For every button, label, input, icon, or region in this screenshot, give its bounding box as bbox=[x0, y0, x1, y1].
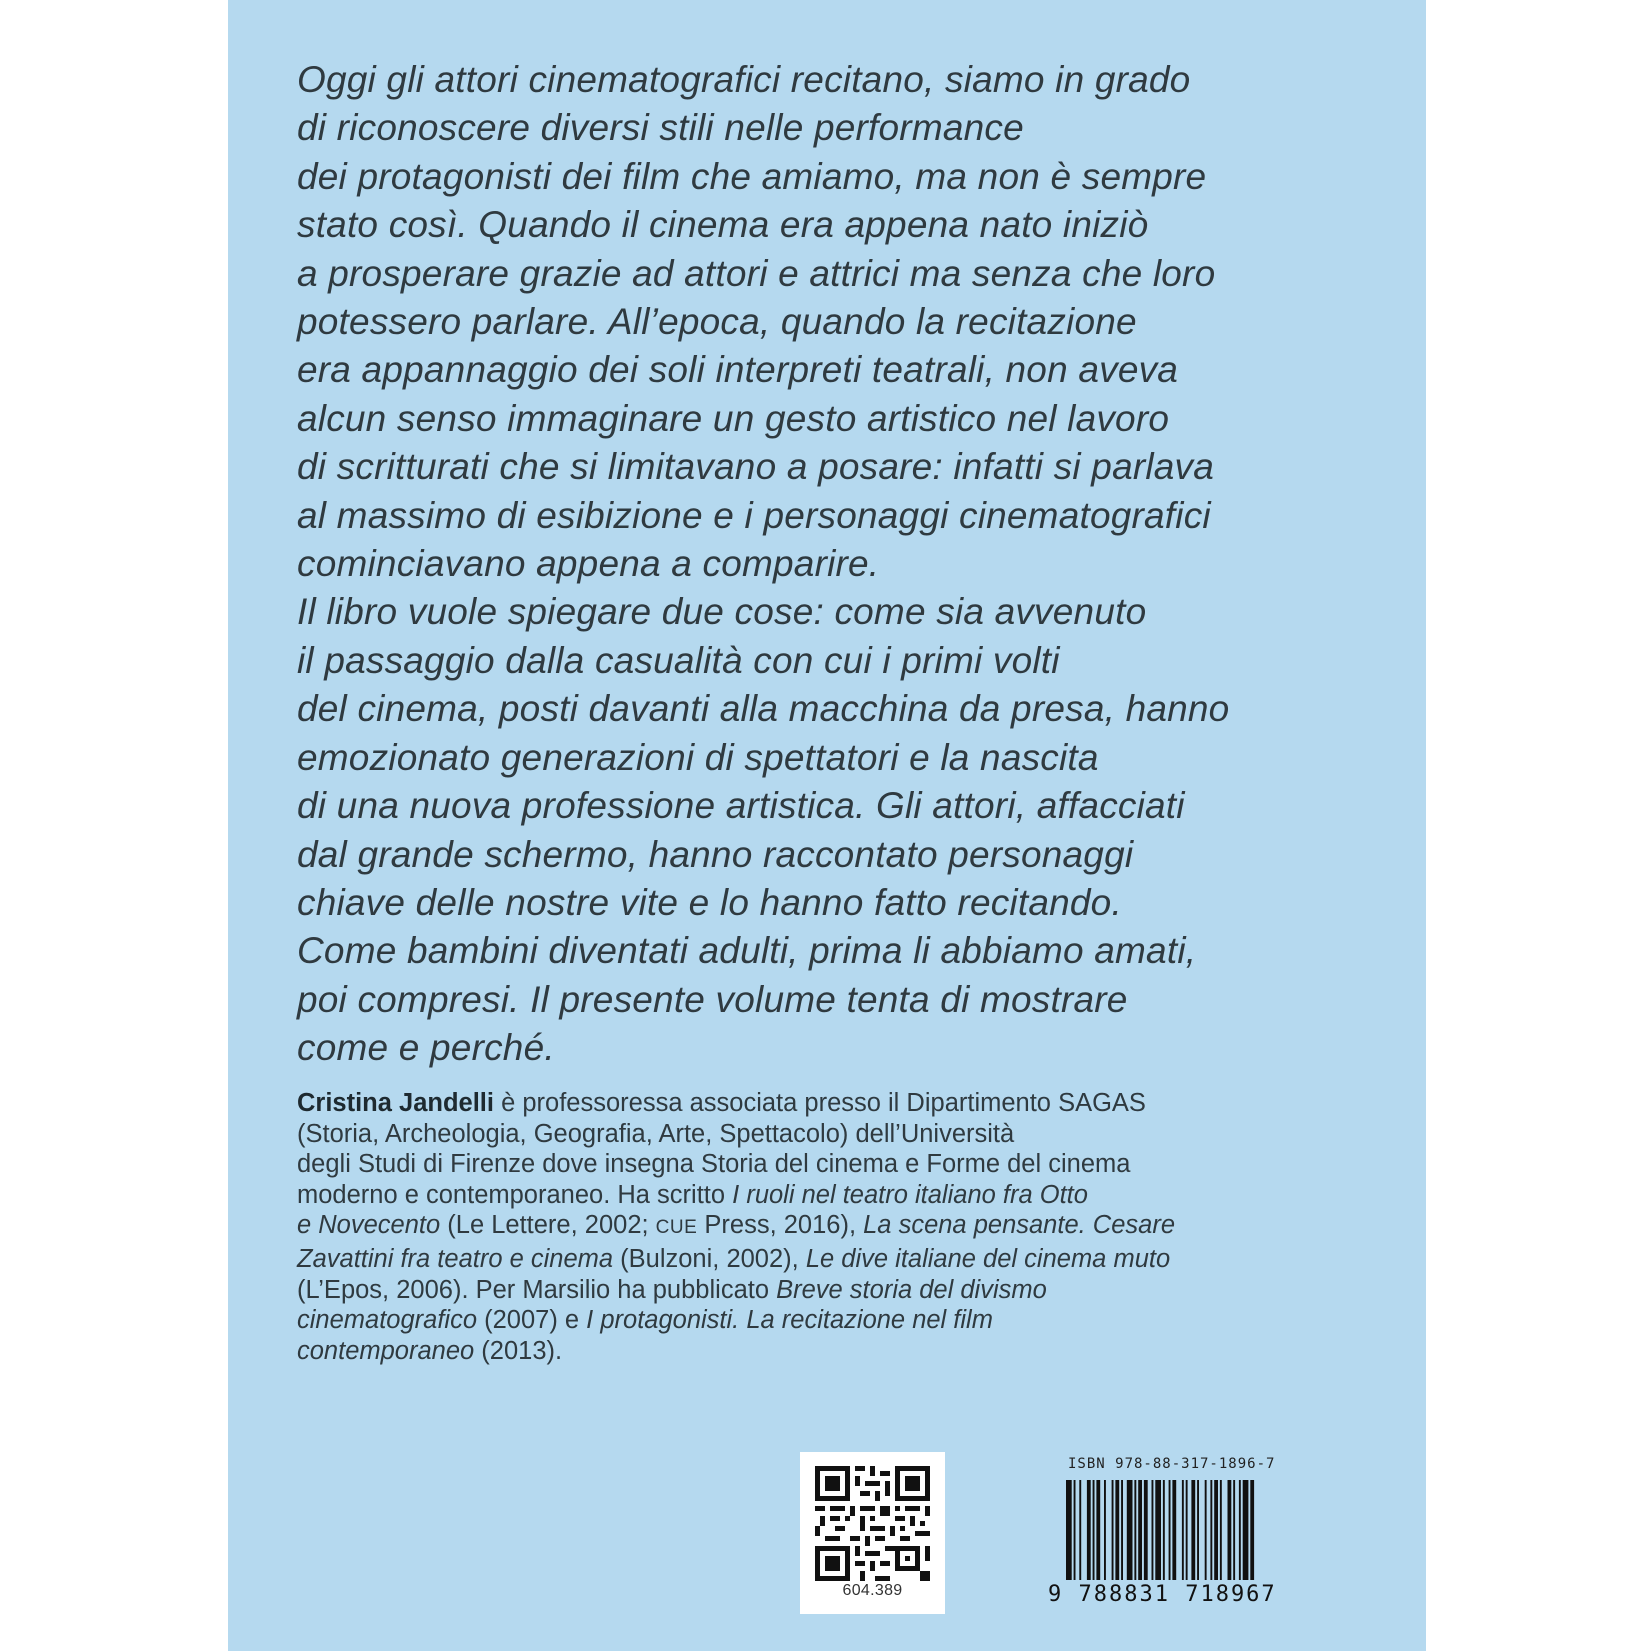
blurb-line: era appannaggio dei soli interpreti teatrali, non aveva bbox=[297, 349, 1179, 391]
book-title: I protagonisti. La recitazione nel film bbox=[586, 1306, 993, 1335]
blurb-line: alcun senso immaginare un gesto artistico nel lavoro bbox=[297, 397, 1170, 439]
bio-line: contemporaneo (2013). bbox=[297, 1336, 563, 1365]
ean-digits: 9 788831 718967 bbox=[1048, 1582, 1277, 1607]
author-name: Cristina Jandelli bbox=[297, 1089, 494, 1117]
blurb-line: dal grande schermo, hanno raccontato personaggi bbox=[297, 833, 1134, 875]
blurb-line: chiave delle nostre vite e lo hanno fatto recitando. bbox=[297, 881, 1122, 923]
barcode-box bbox=[1044, 1450, 1324, 1620]
bio-line: Zavattini fra teatro e cinema (Bulzoni, 2002), Le dive italiane del cinema muto bbox=[297, 1244, 1171, 1273]
bio-line: moderno e contemporaneo. Ha scritto I ruoli nel teatro italiano fra Otto bbox=[297, 1180, 1088, 1209]
blurb-text bbox=[297, 56, 1397, 1073]
blurb-line: dei protagonisti dei film che amiamo, ma non è sempre bbox=[297, 155, 1207, 197]
book-title: e Novecento bbox=[297, 1211, 441, 1240]
book-title: La scena pensante. Cesare bbox=[863, 1211, 1176, 1240]
book-title: cinematografico bbox=[297, 1306, 478, 1335]
qr-caption: 604.389 bbox=[842, 1582, 903, 1599]
blurb-line: Come bambini diventati adulti, prima li abbiamo amati, bbox=[297, 930, 1197, 972]
book-title: contemporaneo bbox=[297, 1336, 475, 1365]
blurb-line: poi compresi. Il presente volume tenta di mostrare bbox=[297, 978, 1128, 1020]
blurb-line: il passaggio dalla casualità con cui i primi volti bbox=[297, 639, 1060, 681]
bio-line: Cristina Jandelli è professoressa associata presso il Dipartimento SAGAS bbox=[297, 1089, 1146, 1117]
blurb-line: emozionato generazioni di spettatori e la nascita bbox=[297, 736, 1099, 778]
author-bio bbox=[297, 1088, 1397, 1366]
blurb-line: al massimo di esibizione e i personaggi cinematografici bbox=[297, 494, 1211, 536]
blurb-line: stato così. Quando il cinema era appena nato iniziò bbox=[297, 204, 1149, 246]
isbn-label: ISBN 978-88-317-1896-7 bbox=[1068, 1456, 1276, 1472]
blurb-line: di scritturati che si limitavano a posare: infatti si parlava bbox=[297, 446, 1215, 488]
bio-line: (L’Epos, 2006). Per Marsilio ha pubblicato Breve storia del divismo bbox=[297, 1275, 1047, 1304]
qr-code-box bbox=[800, 1452, 945, 1614]
blurb-line: di riconoscere diversi stili nelle performance bbox=[297, 107, 1024, 149]
bio-line: (Storia, Archeologia, Geografia, Arte, Spettacolo) dell’Università bbox=[297, 1119, 1015, 1148]
qr-code-icon bbox=[815, 1466, 930, 1581]
blurb-line: cominciavano appena a comparire. bbox=[297, 543, 880, 585]
bio-line: cinematografico (2007) e I protagonisti. La recitazione nel film bbox=[297, 1306, 993, 1335]
book-title: Le dive italiane del cinema muto bbox=[805, 1244, 1171, 1273]
blurb-line: di una nuova professione artistica. Gli attori, affacciati bbox=[297, 785, 1185, 827]
blurb-line: potessero parlare. All’epoca, quando la recitazione bbox=[297, 301, 1137, 343]
blurb-line: a prosperare grazie ad attori e attrici ma senza che loro bbox=[297, 252, 1216, 294]
bio-line: degli Studi di Firenze dove insegna Storia del cinema e Forme del cinema bbox=[297, 1150, 1131, 1179]
blurb-line: Oggi gli attori cinematografici recitano, siamo in grado bbox=[297, 59, 1191, 100]
blurb-line: come e perché. bbox=[297, 1027, 555, 1069]
book-title: Breve storia del divismo bbox=[776, 1275, 1047, 1304]
barcode-bars bbox=[1066, 1480, 1306, 1580]
bio-line: e Novecento (Le Lettere, 2002; CUE Press, 2016), La scena pensante. Cesare bbox=[297, 1211, 1176, 1240]
blurb-line: Il libro vuole spiegare due cose: come sia avvenuto bbox=[297, 591, 1147, 633]
blurb-line: del cinema, posti davanti alla macchina da presa, hanno bbox=[297, 688, 1230, 730]
publisher-smallcaps: CUE bbox=[655, 1217, 698, 1239]
book-title: I ruoli nel teatro italiano fra Otto bbox=[732, 1180, 1088, 1209]
book-title: Zavattini fra teatro e cinema bbox=[297, 1244, 614, 1273]
